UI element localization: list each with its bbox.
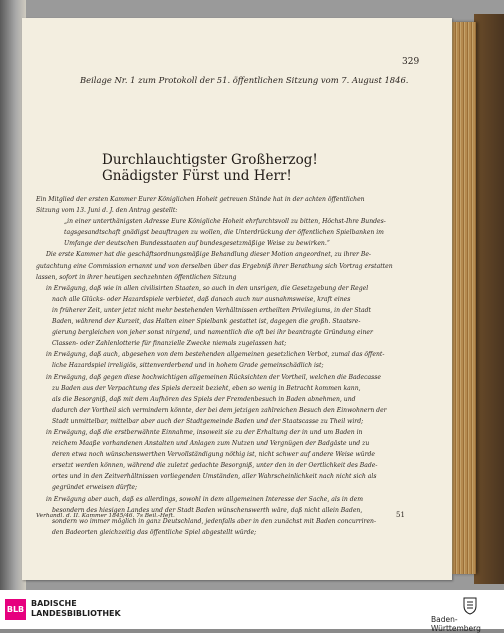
text-line: in Erwägung, daß auch, abgesehen von dem bestehenden allgemeinen gesetzlichen Verbot, zumal das öffent- bbox=[46, 351, 385, 359]
signature-mark: 51 bbox=[396, 511, 405, 519]
text-line: den Badeorten gleichzeitig das öffentliche Spiel abgestellt würde; bbox=[52, 528, 257, 536]
text-line: Baden, während der Kurzeit, das Halten einer Spielbank gestattet ist, dagegen die großh. Staatsre- bbox=[52, 318, 361, 326]
text-line: tagsgesandtschaft gnädigst beauftragen zu wollen, die Unterdrückung der öffentlichen Spielbanken im bbox=[64, 229, 384, 237]
text-line: in Erwägung, daß die erstberwähnte Einnahme, insoweit sie zu der Erhaltung der in und um Baden in bbox=[46, 428, 363, 436]
text-line: Ein Mitglied der ersten Kammer Eurer Königlichen Hoheit getreuen Stände hat in der achten öffentlichen bbox=[36, 196, 365, 203]
text-line: sondern wo immer möglich in ganz Deutschland, jedenfalls aber in den zunächst mit Baden concurriren- bbox=[52, 517, 377, 525]
library-name bbox=[31, 599, 121, 619]
text-line: deren etwa noch wünschenswerthen Vervollständigung nöthig ist, nicht schwer auf andere Weise würde bbox=[52, 451, 376, 459]
text-line: Umfange der deutschen Bundesstaaten auf bundesgesetzmäßige Weise zu bewirken.“ bbox=[64, 240, 330, 248]
salutation-line-2: Gnädigster Fürst und Herr! bbox=[102, 168, 292, 184]
text-line: gierung bergleichen von jeher sonst nirgend, und namentlich die oft bei ihr beantragte Gründung einer bbox=[52, 329, 373, 337]
text-line: zu Baden aus der Verpachtung des Spiels derzeit bezieht, eben so wenig in Betracht kommen kann, bbox=[52, 384, 361, 392]
library-name-line-1: BADISCHE bbox=[31, 599, 77, 608]
library-name-line-2: LANDESBIBLIOTHEK bbox=[31, 609, 121, 618]
page-footer-note: Verhandl. d. II. Kammer 1845/46. 7s Beil.-Heft. bbox=[36, 513, 175, 519]
text-line: in Erwägung, daß gegen diese hochwichtigen allgemeinen Rücksichten der Vortheil, welchen die Badecasse bbox=[46, 373, 382, 381]
text-line: reichem Maaße vorhandenen Anstalten und Anlagen zum Nutzen und Vergnügen der Badgäste und zu bbox=[52, 440, 370, 448]
text-line: in Erwägung aber auch, daß es allerdings, sowohl in dem allgemeinen Interesse der Sache, als in dem bbox=[46, 495, 364, 503]
text-line: liche Hazardspiel irreligiös, sittenverderbend und in hohem Grade gemeinschädlich ist; bbox=[52, 362, 324, 370]
page-edges bbox=[452, 22, 476, 574]
text-line: dadurch der Vortheil sich vermindern könnte, der bei dem jetzigen zahlreichen Besuch den Einwohnern der bbox=[52, 406, 387, 414]
body-text bbox=[36, 194, 440, 538]
text-line: ersetzt werden können, während die zuletzt gedachte Besorgniß, unter den in der Oertlichkeit des Bade- bbox=[52, 462, 378, 470]
text-line: Die erste Kammer hat die geschäftsordnungsmäßige Behandlung dieser Motion angeordnet, zu ihrer Be- bbox=[46, 251, 371, 259]
text-line: Stadt unmittelbar, mittelbar aber auch der Stadtgemeinde Baden und der Staatscasse zu Theil wird; bbox=[52, 417, 364, 425]
state-label: Baden-Württemberg bbox=[431, 615, 481, 633]
text-line: gutachtung eine Commission ernannt und von derselben über das Ergebniß ihrer Berathung sich Vortrag erstatten bbox=[36, 262, 393, 270]
text-line: Classen- oder Zahlenlotterie für finanzielle Zwecke niemals zugelassen hat; bbox=[52, 340, 287, 348]
text-line: ortes und in den Zeitverhältnissen vorliegenden Umständen, aller Wahrscheinlichkeit nach nicht sich als bbox=[52, 473, 377, 481]
text-line: als die Besorgniß, daß mit dem Aufhören des Spiels der Fremdenbesuch in Baden abnehmen, und bbox=[52, 395, 356, 403]
bw-coat-of-arms-icon bbox=[463, 597, 477, 615]
salutation bbox=[102, 152, 318, 184]
text-line: Sitzung vom 13. Juni d. J. den Antrag gestellt: bbox=[36, 207, 178, 215]
text-line: in Erwägung, daß wie in allen civilisirten Staaten, so auch in den unsrigen, die Gesetzgebung der Regel bbox=[46, 284, 369, 292]
beilage-heading: Beilage Nr. 1 zum Protokoll der 51. öffentlichen Sitzung vom 7. August 1846. bbox=[80, 75, 409, 85]
book-cover-edge bbox=[474, 14, 504, 584]
text-line: „in einer unterthänigsten Adresse Eure Königliche Hoheit ehrfurchtsvoll zu bitten, Höchst-Ihre Bundes- bbox=[64, 218, 386, 226]
blb-logo-icon[interactable]: BLB bbox=[5, 599, 26, 620]
salutation-line-1: Durchlauchtigster Großherzog! bbox=[102, 152, 318, 168]
page-number: 329 bbox=[402, 57, 420, 67]
text-line: besondern des hiesigen Landes und der Stadt Baden wünschenswerth wäre, daß nicht allein Baden, bbox=[52, 506, 363, 514]
text-line: in früherer Zeit, unter jetzt nicht mehr bestehenden Verhältnissen ertheilten Privilegiums, in der Stadt bbox=[52, 306, 371, 314]
text-line: gegründet erweisen dürfte; bbox=[52, 484, 138, 492]
text-line: nach alle Glücks- oder Hazardspiele verbietet, daß danach auch nur ausnahmsweise, kraft eines bbox=[52, 295, 351, 303]
text-line: lassen, sofort in ihrer heutigen sechzehnten öffentlichen Sitzung bbox=[36, 273, 237, 281]
